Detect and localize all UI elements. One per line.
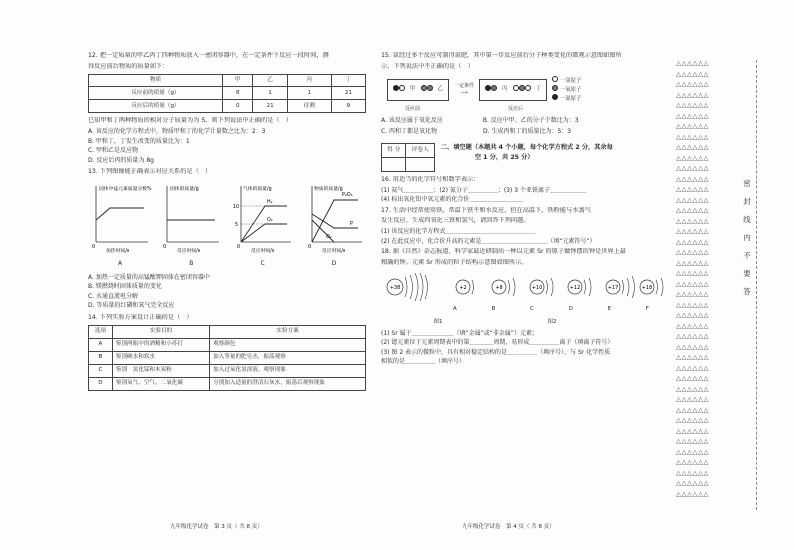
table-cell: 鉴别两瓶中的酒精和小苏打 bbox=[112, 338, 209, 351]
graph-b-plot bbox=[159, 180, 223, 258]
reaction-condition: 一定条件 bbox=[454, 83, 475, 90]
graph-d-tag: D bbox=[331, 259, 337, 267]
table-row bbox=[89, 377, 366, 390]
q13-option-c: C. 水通直流电分解 bbox=[88, 292, 139, 300]
atom-structure-diagrams bbox=[381, 270, 669, 304]
graph-c bbox=[231, 180, 295, 272]
score-label: 得 分 bbox=[382, 143, 406, 157]
triangle-row: △△△△△△ bbox=[676, 405, 709, 414]
graph-c-curve-o2: O₂ bbox=[266, 217, 273, 223]
triangle-row: △△△△△△ bbox=[676, 416, 709, 424]
molecule-icon bbox=[421, 85, 433, 94]
triangle-row: △△△△△△ bbox=[676, 342, 709, 351]
seal-line-notice bbox=[740, 175, 754, 301]
q12-option-d: D. 反应后丙的质量为 8g bbox=[88, 156, 154, 164]
triangle-row: △△△△△△ bbox=[676, 384, 709, 393]
q13-stem: 13. 下列图像能正确表示对应关系的是（ ） bbox=[88, 168, 212, 176]
table-cell: B bbox=[89, 351, 113, 364]
q15-option-d: D. 生成丙和丁的质量比为：5：3 bbox=[483, 128, 572, 136]
binding-margin-triangles bbox=[676, 58, 728, 508]
legend-hydrogen: 一氢原子 bbox=[559, 78, 582, 84]
svg-text:0: 0 bbox=[92, 243, 96, 250]
graph-a-xlabel: 加热时间/s bbox=[106, 248, 130, 254]
atom-legend bbox=[552, 76, 581, 103]
q12-stem-2: 得反应前后物质的质量如下： bbox=[88, 62, 169, 70]
figure-1-tag: 图1 bbox=[433, 319, 443, 326]
triangle-row: △△△△△△ bbox=[676, 437, 709, 445]
graph-d-curve-o2: O₂ bbox=[325, 234, 332, 240]
atom-tag: C bbox=[530, 306, 534, 313]
reaction-arrow bbox=[454, 83, 474, 96]
atom-b bbox=[492, 278, 515, 296]
graph-a-tag: A bbox=[117, 259, 123, 267]
graph-d-xlabel: 反应时间/s bbox=[321, 248, 346, 254]
atom-tag: D bbox=[568, 306, 573, 313]
q15-option-a: A. 该反应属于氧化反应 bbox=[381, 116, 443, 124]
graph-c-ylabel: 气体的质量/g bbox=[242, 186, 272, 192]
triangle-row: △△△△△△ bbox=[676, 479, 709, 487]
atom-a bbox=[456, 280, 474, 294]
table-cell: 分别加入适量的澄清石灰水，振荡后观察现象 bbox=[210, 377, 366, 390]
table-row bbox=[89, 364, 366, 377]
atom-charge: +2 bbox=[459, 284, 467, 291]
q17-stem-2: 发生反应，生成四氧化三铁和氢气，请回答下列问题。 bbox=[381, 217, 530, 225]
grader-cell[interactable] bbox=[406, 157, 434, 171]
table-cell: 加入过氧化氢溶液，观察现象 bbox=[210, 364, 366, 377]
triangle-row: △△△△△△ bbox=[676, 374, 709, 382]
graph-d-plot bbox=[302, 180, 366, 258]
table-row bbox=[89, 325, 366, 338]
atom-charge: +38 bbox=[389, 284, 401, 291]
table-row bbox=[89, 338, 366, 351]
table-row bbox=[382, 143, 435, 157]
table-cell: A bbox=[89, 338, 113, 351]
table-header-cell: 甲 bbox=[222, 74, 253, 87]
triangle-row: △△△△△△ bbox=[676, 111, 709, 120]
table-cell: 加入等量的肥皂水，振荡观察 bbox=[210, 351, 366, 364]
reactants-box bbox=[387, 79, 449, 101]
molecule-icon bbox=[485, 85, 497, 94]
oxygen-atom-icon bbox=[552, 85, 558, 91]
right-page-footer: 九年级化学试卷 第 4 页（ 共 8 页） bbox=[462, 524, 555, 530]
triangle-row: △△△△△△ bbox=[676, 426, 709, 435]
table-cell: 反应后的质量（g） bbox=[89, 100, 223, 113]
q15-stem-2: 示，下列说法中不正确的是（ ） bbox=[381, 62, 474, 70]
table-header-cell: 选项 bbox=[89, 325, 113, 338]
triangle-row: △△△△△△ bbox=[676, 164, 709, 172]
score-cell[interactable] bbox=[382, 157, 406, 171]
graph-c-curve-h2: H₂ bbox=[266, 199, 273, 205]
table-cell: 8 bbox=[222, 87, 253, 100]
q13-graphs bbox=[88, 180, 366, 272]
triangle-row: △△△△△△ bbox=[676, 458, 709, 466]
graph-c-tick-10: 10 bbox=[232, 204, 239, 210]
seal-char: 内 bbox=[743, 233, 751, 242]
triangle-row: △△△△△△ bbox=[676, 90, 709, 99]
seal-char: 密 bbox=[743, 179, 751, 188]
q12-note: 已知甲和丁两种物质的相对分子质量为为 5，则下列说法中正确的是（ ） bbox=[88, 117, 292, 125]
seal-char: 要 bbox=[743, 269, 751, 278]
graph-b-tag: B bbox=[189, 259, 194, 267]
q17-line-1: (1) 该反应的化学方程式＿＿＿＿＿＿＿＿＿＿＿＿＿＿＿ bbox=[381, 228, 536, 236]
table-row bbox=[382, 157, 435, 171]
atom-e bbox=[606, 276, 635, 298]
triangle-row: △△△△△△ bbox=[676, 132, 709, 141]
caption-after: 反应后 bbox=[508, 105, 524, 112]
graph-d-curve-p2o5: P₂O₅ bbox=[341, 192, 353, 198]
reaction-captions bbox=[405, 106, 669, 112]
q12-option-c: C. 甲和乙是反应物 bbox=[88, 147, 139, 155]
q16-line-1: (1) 氦气＿＿＿＿＿；(2) 氮分子＿＿＿＿＿；(3) 3 个亚铁离子＿＿＿＿＿＿ bbox=[381, 186, 586, 194]
table-header-cell: 丙 bbox=[287, 74, 331, 87]
table-cell: 9 bbox=[331, 100, 365, 113]
table-cell: C bbox=[89, 364, 113, 377]
graph-c-tag: C bbox=[260, 259, 265, 267]
triangle-row: △△△△△△ bbox=[676, 216, 709, 225]
table-cell: 观察颜色 bbox=[210, 338, 366, 351]
graph-a-ylabel: 固体中锰元素质量分数% bbox=[99, 186, 152, 192]
table-cell: 21 bbox=[331, 87, 365, 100]
q15-reaction-diagram bbox=[387, 75, 669, 105]
table-header-cell: 乙 bbox=[253, 74, 287, 87]
graph-b-ylabel: 固体的质量/g bbox=[170, 186, 199, 192]
triangle-row: △△△△△△ bbox=[676, 258, 709, 267]
table-cell: 21 bbox=[253, 100, 287, 113]
left-page-footer: 九年级化学试卷 第 3 页（ 共 8 页） bbox=[170, 524, 263, 530]
q17-line-2: (2) 在此反应中，化合价升高的元素是＿＿＿＿＿＿＿＿＿＿＿（填“元素符号”） bbox=[381, 237, 596, 245]
figure-tags bbox=[381, 319, 669, 326]
q18-stem-2: 精确的钟。元素 Sr 形成的粒子结构示意图如图所示。 bbox=[381, 258, 528, 266]
q13-option-a: A. 加热一定质量的高锰酸钾固体在密闭容器中 bbox=[88, 273, 210, 281]
triangle-row: △△△△△△ bbox=[676, 300, 709, 309]
atom-tags bbox=[381, 306, 669, 313]
graph-a bbox=[88, 180, 152, 272]
score-table bbox=[381, 143, 435, 172]
triangle-row: △△△△△△ bbox=[676, 101, 709, 109]
triangle-row: △△△△△△ bbox=[676, 185, 709, 193]
q14-experiment-table bbox=[88, 325, 366, 391]
triangle-row: △△△△△△ bbox=[676, 468, 709, 477]
graph-c-xlabel: 反应时间/s bbox=[250, 248, 274, 254]
q12-stem-1: 12. 把一定质量的甲乙丙丁四种物质放入一密闭容器中，在一定条件下反应一段时间，测 bbox=[88, 52, 329, 59]
seal-dashed-line bbox=[756, 60, 757, 510]
triangle-row: △△△△△△ bbox=[676, 174, 709, 183]
table-cell: 鉴别氧气、空气、二氧化碳 bbox=[112, 377, 209, 390]
q13-option-b: B. 镁燃烧时固体质量的变化 bbox=[88, 283, 162, 291]
molecule-icon bbox=[513, 85, 531, 94]
graph-c-tick-5: 5 bbox=[234, 222, 238, 228]
atom-tag: B bbox=[491, 306, 496, 313]
triangle-row: △△△△△△ bbox=[676, 353, 709, 361]
nitrogen-atom-icon bbox=[552, 94, 558, 100]
svg-text:0: 0 bbox=[307, 243, 312, 250]
atom-tag: F bbox=[645, 306, 649, 313]
seal-char: 线 bbox=[743, 215, 751, 224]
triangle-row: △△△△△△ bbox=[676, 489, 709, 498]
triangle-row: △△△△△△ bbox=[676, 447, 709, 456]
q12-mass-table bbox=[88, 74, 366, 114]
molecule-icon bbox=[393, 85, 405, 94]
atom-tag: A bbox=[453, 306, 457, 313]
q15-option-b: B. 反应中甲、乙的分子个数比为：3 bbox=[482, 116, 579, 124]
triangle-row: △△△△△△ bbox=[676, 80, 709, 88]
atom-c bbox=[530, 278, 553, 296]
q12-option-a: A. 该反应的化学方程式中，物质甲和丁的化学计量数之比为：2：3 bbox=[88, 128, 266, 136]
table-cell: 0 bbox=[222, 100, 253, 113]
right-column bbox=[381, 52, 669, 368]
graph-b-xlabel: 反应时间/s bbox=[177, 248, 201, 254]
triangle-row: △△△△△△ bbox=[676, 395, 709, 403]
section2-title: 二、填空题（本题共 4 个小题，每个化学方程式 2 分，其余每 空 1 分，共 25 分） bbox=[440, 143, 613, 161]
reactant-yi: 乙 bbox=[437, 86, 444, 93]
triangle-row: △△△△△△ bbox=[676, 269, 709, 277]
grader-label: 评卷人 bbox=[406, 143, 434, 157]
table-cell: D bbox=[89, 377, 113, 390]
table-row bbox=[89, 351, 366, 364]
q13-option-d: D. 等质量的红磷和氧气完全反应 bbox=[88, 302, 175, 310]
triangle-row: △△△△△△ bbox=[676, 227, 709, 235]
graph-d bbox=[302, 180, 366, 272]
q18-line-4: 相似的是＿＿＿＿＿（填序号） bbox=[381, 358, 466, 366]
q15-option-c: C. 丙和丁都是氧化物 bbox=[381, 128, 438, 136]
graph-b bbox=[159, 180, 223, 272]
q12-option-b: B. 甲和丁，丁发生改变的质量比为：1 bbox=[88, 137, 190, 145]
triangle-row: △△△△△△ bbox=[676, 237, 709, 246]
triangle-row: △△△△△△ bbox=[676, 122, 709, 130]
triangle-row: △△△△△△ bbox=[676, 206, 709, 214]
q16-line-2: (4) 标出氧化铝中氧元素的化合价＿＿＿＿＿＿＿＿＿ bbox=[381, 196, 524, 204]
q16-stem: 16. 用适当的化学符号和数字表示： bbox=[381, 175, 480, 183]
table-cell: 1 bbox=[287, 87, 331, 100]
q15-options-row-1 bbox=[381, 115, 669, 127]
table-cell: 待测 bbox=[287, 100, 331, 113]
q15-stem-1: 15. 氨经过多个反应可制得氮肥，其中第一步反应前后分子种类变化的微观示意图如图所 bbox=[381, 52, 622, 59]
svg-text:0: 0 bbox=[163, 243, 167, 250]
q14-stem: 14. 下列实验方案设计正确的是（ ） bbox=[88, 313, 193, 321]
table-cell: 鉴别硬水和软水 bbox=[112, 351, 209, 364]
table-header-cell: 实验方案 bbox=[210, 325, 366, 338]
legend-nitrogen: 一氮原子 bbox=[559, 96, 582, 102]
q18-stem-1: 18. 据《自然》杂志报道，科学家最近研制出一种以元素 Sr 的原子做钟摆的钟是世界上最 bbox=[381, 248, 626, 256]
atom-d bbox=[568, 278, 591, 296]
triangle-row: △△△△△△ bbox=[676, 59, 709, 67]
seal-char: 答 bbox=[743, 287, 751, 296]
triangle-row: △△△△△△ bbox=[676, 153, 709, 162]
table-header-cell: 实验目的 bbox=[112, 325, 209, 338]
legend-oxygen: 一氧原子 bbox=[559, 87, 582, 93]
triangle-row: △△△△△△ bbox=[676, 69, 709, 78]
triangle-row: △△△△△△ bbox=[676, 248, 709, 256]
triangle-row: △△△△△△ bbox=[676, 195, 709, 204]
atom-charge: +8 bbox=[495, 284, 503, 291]
atom-sr bbox=[387, 273, 428, 301]
arrow-icon: ⟶ bbox=[460, 89, 468, 96]
graph-a-plot bbox=[88, 180, 152, 258]
table-cell: 反应前的质量（g） bbox=[89, 87, 223, 100]
product-bing: 丙 bbox=[502, 86, 508, 93]
atom-charge: +17 bbox=[607, 284, 619, 291]
table-row bbox=[89, 87, 366, 100]
table-header-cell: 物质 bbox=[89, 74, 223, 87]
caption-before: 反应前 bbox=[405, 105, 421, 112]
triangle-row: △△△△△△ bbox=[676, 321, 709, 330]
seal-char: 不 bbox=[743, 251, 751, 260]
triangle-row: △△△△△△ bbox=[676, 311, 709, 319]
atom-f bbox=[640, 278, 663, 296]
q18-line-3: (3) 图 2 表示的微粒中，具有相对稳定结构的是＿＿＿＿＿（填序号），与 Sr 化学性质 bbox=[381, 348, 611, 356]
atom-charge: +12 bbox=[569, 284, 581, 291]
figure-2-tag: 图2 bbox=[547, 319, 557, 326]
section2-header bbox=[381, 143, 669, 172]
triangle-row: △△△△△△ bbox=[676, 290, 709, 298]
triangle-row: △△△△△△ bbox=[676, 363, 709, 372]
graph-d-curve-p: P bbox=[349, 221, 353, 227]
triangle-row: △△△△△△ bbox=[676, 143, 709, 151]
triangle-row: △△△△△△ bbox=[676, 332, 709, 340]
product-ding: 丁 bbox=[535, 86, 542, 93]
table-cell: 鉴别 氢化锰和木炭粉 bbox=[112, 364, 209, 377]
q18-line-1: (1) Sr 属于＿＿＿＿＿＿＿（填“金属”或“非金属”）元素； bbox=[381, 329, 539, 337]
table-cell: 1 bbox=[253, 87, 287, 100]
table-row bbox=[89, 100, 366, 113]
table-row bbox=[89, 74, 366, 87]
graph-c-plot bbox=[231, 180, 295, 258]
table-header-cell: 丁 bbox=[331, 74, 365, 87]
hydrogen-atom-icon bbox=[552, 76, 558, 82]
products-box bbox=[479, 79, 547, 101]
q17-stem-1: 17. 生活中经常使用铁。常温下铁不和水反应，但在高温下，铁粉能与水蒸气 bbox=[381, 206, 591, 214]
q18-line-2: (2) 锶元素位于元素周期表中的第＿＿＿＿周期，易形成＿＿＿＿＿离子（填离子符号） bbox=[381, 339, 614, 347]
reactant-jia: 甲 bbox=[410, 86, 416, 93]
graph-d-ylabel: 物质的质量/g bbox=[313, 186, 343, 192]
svg-text:0: 0 bbox=[236, 243, 240, 250]
left-column bbox=[88, 52, 366, 395]
triangle-row: △△△△△△ bbox=[676, 279, 709, 288]
seal-char: 封 bbox=[743, 197, 751, 206]
q15-options-row-2 bbox=[381, 126, 669, 138]
atom-tag: E bbox=[607, 306, 612, 313]
atom-charge: +18 bbox=[641, 284, 653, 291]
atom-charge: +10 bbox=[531, 284, 543, 291]
